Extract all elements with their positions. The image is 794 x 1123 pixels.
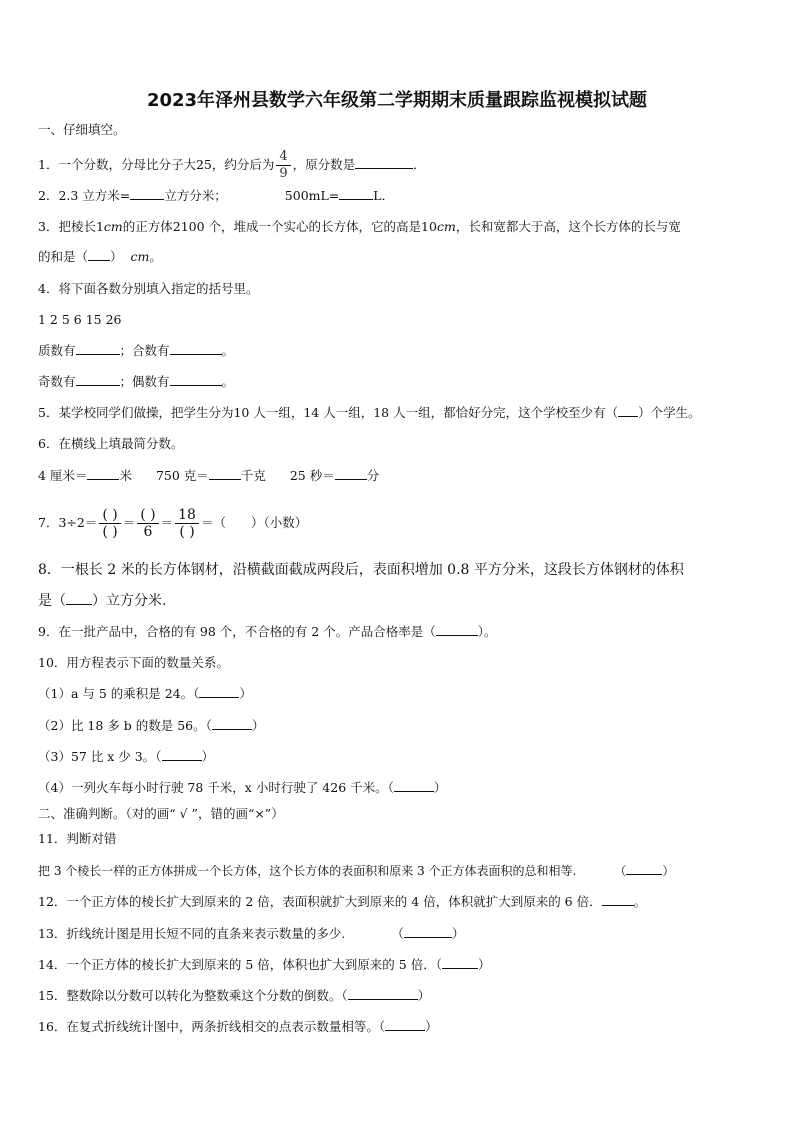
answer-blank[interactable] xyxy=(442,956,478,969)
answer-blank[interactable] xyxy=(436,623,478,636)
question-10-part-4: （4）一列火车每小时行驶 78 千米，x 小时行驶了 426 千米。（ ） xyxy=(38,780,447,795)
question-15: 15．整数除以分数可以转化为整数乘这个分数的倒数。（ ） xyxy=(38,988,431,1003)
answer-blank[interactable] xyxy=(626,862,662,875)
fraction-blank-2[interactable]: $\frac{( )}{6}$ xyxy=(137,507,158,540)
answer-blank[interactable] xyxy=(88,248,110,261)
question-10: 10．用方程表示下面的数量关系。 xyxy=(38,655,229,670)
question-5: 5．某学校同学们做操，把学生分为10 人一组，14 人一组，18 人一组，都恰好分完，这个学校至少有（ ）个学生。 xyxy=(38,405,701,420)
question-6: 6．在横线上填最简分数。 xyxy=(38,436,184,451)
question-8-line-1: 8．一根长 2 米的长方体钢材，沿横截面截成两段后，表面积增加 0.8 平方分米，这段长方体钢材的体积 xyxy=(38,562,684,578)
fraction-4-9: $\frac{4}{9}$ xyxy=(276,149,290,182)
question-1: 1．一个分数，分母比分子大25，约分后为 $\frac{4}{9}$ ，原分数是 ． xyxy=(38,149,426,181)
answer-blank[interactable] xyxy=(76,342,120,355)
answer-blank[interactable] xyxy=(355,156,413,169)
page-title: 2023年泽州县数学六年级第二学期期末质量跟踪监视模拟试题 xyxy=(146,90,648,111)
question-4: 4．将下面各数分别填入指定的括号里。 xyxy=(38,281,259,296)
question-4-row-2: 奇数有 ；偶数有 。 xyxy=(38,374,235,389)
question-16: 16．在复式折线统计图中，两条折线相交的点表示数量相等。（ ） xyxy=(38,1019,438,1034)
answer-blank[interactable] xyxy=(335,467,367,480)
question-12: 12．一个正方体的棱长扩大到原来的 2 倍，表面积就扩大到原来的 4 倍，体积就扩大到原来的 6 倍． 。 xyxy=(38,894,647,909)
question-14: 14．一个正方体的棱长扩大到原来的 5 倍，体积也扩大到原来的 5 倍．（ ） xyxy=(38,957,491,972)
answer-blank[interactable] xyxy=(339,187,373,200)
answer-blank[interactable] xyxy=(404,925,452,938)
answer-blank[interactable] xyxy=(209,467,241,480)
answer-blank[interactable] xyxy=(602,893,634,906)
answer-blank[interactable] xyxy=(162,748,202,761)
section-2-heading: 二、准确判断。（对的画“ √ ”，错的画“×”） xyxy=(38,806,284,821)
section-1-heading: 一、仔细填空。 xyxy=(38,122,126,137)
question-2: 2．2.3 立方米= 立方分米； 500mL= L． xyxy=(38,188,395,203)
fraction-blank-1[interactable]: $\frac{( )}{( )}$ xyxy=(99,507,120,540)
answer-blank[interactable] xyxy=(618,404,638,417)
answer-blank[interactable] xyxy=(170,342,222,355)
answer-blank[interactable] xyxy=(170,373,222,386)
question-4-row-1: 质数有 ；合数有 。 xyxy=(38,343,235,358)
answer-blank[interactable] xyxy=(348,987,418,1000)
answer-blank[interactable] xyxy=(130,187,164,200)
question-8-line-2: 是（ ）立方分米. xyxy=(38,593,167,609)
question-13: 13．折线统计图是用长短不同的直条来表示数量的多少. （ ） xyxy=(38,926,465,941)
answer-blank[interactable] xyxy=(76,373,120,386)
question-10-part-3: （3）57 比 x 少 3。（ ） xyxy=(38,749,215,764)
answer-blank[interactable] xyxy=(87,467,119,480)
answer-blank[interactable] xyxy=(66,592,92,605)
question-3-line-2: 的和是（ ） cm。 xyxy=(38,249,162,264)
question-7: 7．3÷2＝ $\frac{( )}{( )}$ ＝ $\frac{( )}{6}$ ＝ $\frac{18}{( )}$ ＝（ ）（小数） xyxy=(38,507,308,540)
question-4-numbers: 1 2 5 6 15 26 xyxy=(38,312,122,327)
question-9: 9．在一批产品中，合格的有 98 个，不合格的有 2 个。产品合格率是（ ）。 xyxy=(38,624,497,639)
question-11-statement: 把 3 个棱长一样的正方体拼成一个长方体，这个长方体的表面积和原来 3 个正方体表面积的总和相等. （ ） xyxy=(38,864,675,878)
fraction-blank-3[interactable]: $\frac{18}{( )}$ xyxy=(175,507,199,540)
question-10-part-1: （1）a 与 5 的乘积是 24。（ ） xyxy=(38,686,252,701)
answer-blank[interactable] xyxy=(199,685,239,698)
answer-blank[interactable] xyxy=(394,779,434,792)
answer-blank[interactable] xyxy=(385,1018,425,1031)
question-11: 11．判断对错 xyxy=(38,831,117,846)
question-10-part-2: （2）比 18 多 b 的数是 56。（ ） xyxy=(38,718,265,733)
answer-blank[interactable] xyxy=(212,717,252,730)
question-3-line-1: 3．把棱长1cm的正方体2100 个，堆成一个实心的长方体，它的高是10cm，长和宽都大于高，这个长方体的长与宽 xyxy=(38,219,681,234)
question-6-items: 4 厘米＝ 米 750 克＝ 千克 25 秒＝ 分 xyxy=(38,468,380,483)
